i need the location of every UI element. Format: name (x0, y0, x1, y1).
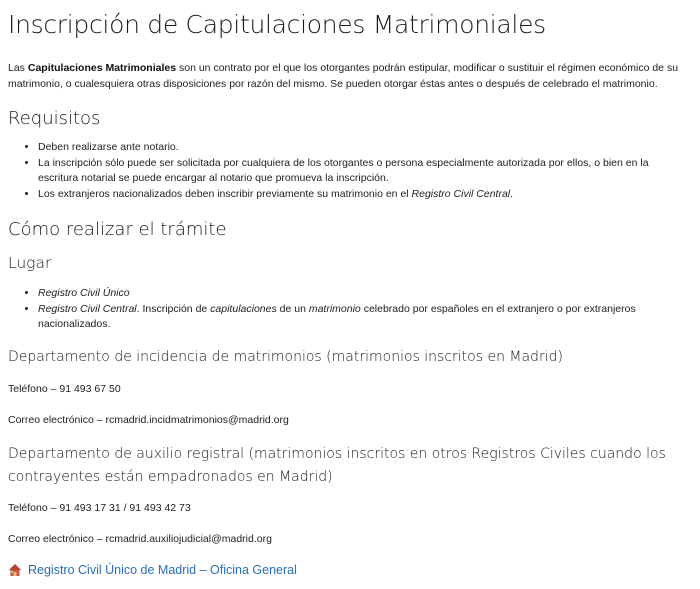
item-text: de un (276, 302, 309, 315)
item-text: celebrado por españoles en el extranjero o por extranjeros nacionalizados. (38, 302, 636, 330)
tramite-heading: Cómo realizar el trámite (8, 219, 227, 240)
registro-civil-link[interactable] (8, 563, 297, 577)
dept-incidencia-email: Correo electrónico – rcmadrid.incidmatrimonios@madrid.org (8, 414, 289, 426)
requisitos-heading: Requisitos (8, 108, 101, 129)
item-italic: matrimonio (308, 302, 361, 315)
intro-prefix: Las (8, 62, 28, 74)
lugar-heading: Lugar (8, 254, 52, 272)
item-text: Deben realizarse ante notario. (38, 141, 179, 153)
item-italic: capitulaciones (210, 302, 277, 315)
item-italic: Registro Civil Único (38, 287, 130, 299)
dept-auxilio-heading: Departamento de auxilio registral (matrimonios inscritos en otros Registros Civiles cuando los contrayentes están empadronados en Madrid) (8, 446, 666, 485)
dept-auxilio-phone: Teléfono – 91 493 17 31 / 91 493 42 73 (8, 502, 191, 514)
list-item (38, 302, 688, 333)
dept-incidencia-heading: Departamento de incidencia de matrimonios (matrimonios inscritos en Madrid) (8, 349, 563, 365)
list-item (38, 286, 688, 302)
item-text: Los extranjeros nacionalizados deben inscribir previamente su matrimonio en el (38, 187, 412, 200)
item-italic: Registro Civil Central (38, 302, 137, 315)
intro-bold-term: Capitulaciones Matrimoniales (27, 62, 177, 74)
link-label[interactable]: Registro Civil Único de Madrid – Oficina General (28, 563, 297, 577)
page-title: Inscripción de Capitulaciones Matrimoniales (8, 10, 546, 39)
list-item (38, 156, 688, 187)
home-icon (8, 563, 22, 577)
dept-auxilio-email: Correo electrónico – rcmadrid.auxiliojudicial@madrid.org (8, 533, 272, 545)
item-suffix: . (510, 187, 514, 200)
lugar-list (8, 286, 688, 333)
item-text: . Inscripción de (136, 302, 211, 315)
item-italic: Registro Civil Central (411, 187, 511, 200)
intro-rest: son un contrato por el que los otorgantes podrán estipular, modificar o sustituir el régimen económico de su matrimonio, o cualesquiera otras disposiciones por razón del mismo. Se pueden otorgar éstas antes o después de celebrado el matrimonio. (8, 62, 679, 90)
requisitos-list (8, 140, 688, 202)
intro-paragraph (8, 60, 688, 92)
dept-incidencia-phone: Teléfono – 91 493 67 50 (8, 383, 121, 395)
list-item (38, 187, 688, 203)
list-item (38, 140, 688, 156)
item-text: La inscripción sólo puede ser solicitada por cualquiera de los otorgantes o persona especialmente autorizada por ellos, o bien en la escritura notarial se puede encargar al notario que promueva la inscripción. (38, 156, 649, 184)
